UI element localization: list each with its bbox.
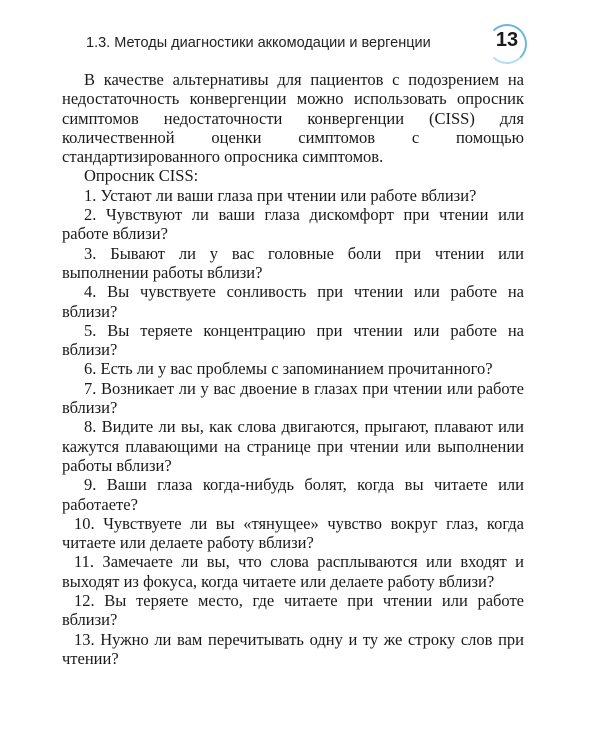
question-list: [62, 186, 524, 668]
intro-paragraph: В качестве альтернативы для пациентов с подозрением на недостаточность конвергенции можно использовать опросник симптомов недостаточности конвергенции (CISS) для количественной оценки симптомов с помощью стандартизированного опросника симптомов.: [62, 70, 524, 167]
questionnaire-title: Опросник CISS:: [84, 166, 199, 186]
question-item: 3. Бывают ли у вас головные боли при чтении или выполнении работы вблизи?: [62, 243, 524, 282]
question-item: 7. Возникает ли у вас двоение в глазах при чтении или работе вблизи?: [62, 378, 524, 418]
page-number: 13: [495, 29, 519, 51]
question-item: 8. Видите ли вы, как слова двигаются, прыгают, плавают или кажутся плавающими на странице при чтении или выполнении работы вблизи?: [62, 417, 524, 475]
question-item: 10. Чувствуете ли вы «тянущее» чувство вокруг глаз, когда читаете или делаете работу вблизи?: [62, 513, 524, 553]
main-text: [62, 70, 524, 668]
question-item: 5. Вы теряете концентрацию при чтении или работе на вблизи?: [62, 320, 524, 360]
question-item: 4. Вы чувствуете сонливость при чтении или работе на вблизи?: [62, 282, 524, 321]
question-item: 13. Нужно ли вам перечитывать одну и ту же строку слов при чтении?: [62, 629, 524, 668]
question-item: 11. Замечаете ли вы, что слова расплываются или входят и выходят из фокуса, когда читаете или делаете работу вблизи?: [62, 552, 524, 591]
question-item: 12. Вы теряете место, где читаете при чтении или работе вблизи?: [62, 591, 524, 630]
question-item: 2. Чувствуют ли ваши глаза дискомфорт при чтении или работе вблизи?: [62, 205, 524, 244]
question-item: 1. Устают ли ваши глаза при чтении или работе вблизи?: [84, 185, 477, 205]
running-header: 1.3. Методы диагностики аккомодации и вергенции: [86, 35, 431, 51]
question-item: 9. Ваши глаза когда-нибудь болят, когда вы читаете или работаете?: [62, 475, 524, 514]
question-item: 6. Есть ли у вас проблемы с запоминанием прочитанного?: [84, 359, 493, 379]
